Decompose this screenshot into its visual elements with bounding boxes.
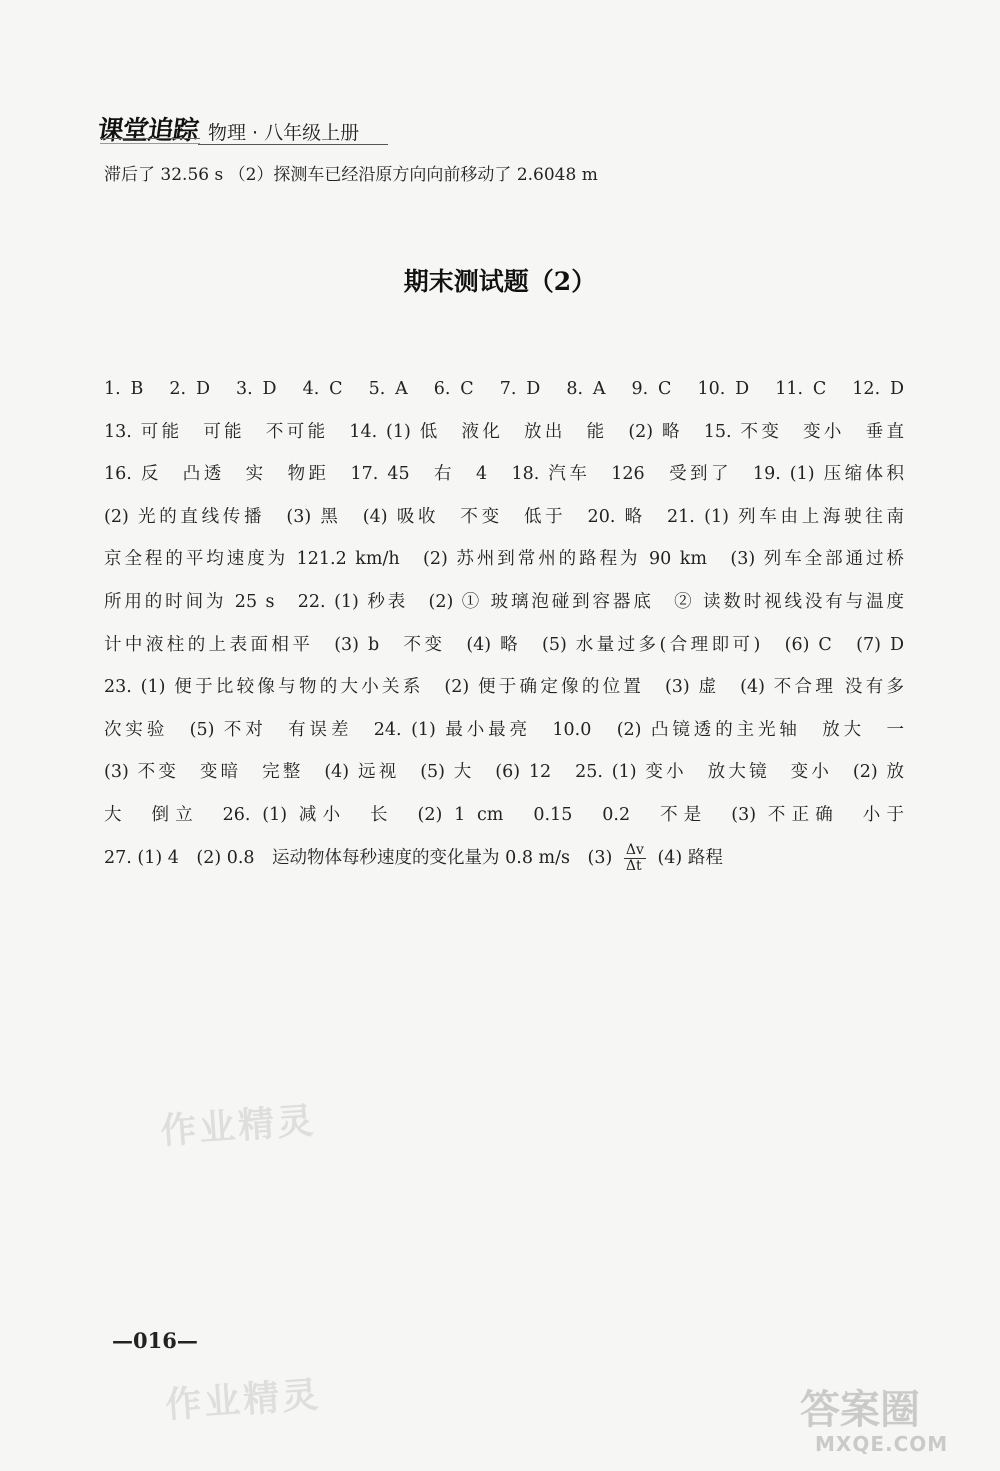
answer-line-4: (2) 光的直线传播 (3) 黑 (4) 吸收 不变 低于 20. 略 21. (1) 列车由上海驶往南 [104,506,904,527]
fraction-denominator: Δt [625,857,642,874]
answer-line-9: 次实验 (5) 不对 有误差 24. (1) 最小最亮 10.0 (2) 凸镜透的主光轴 放大 一 [104,719,904,740]
answer-block [104,368,904,879]
watermark-top: 作业精灵 [158,1100,318,1153]
page-header [95,110,388,146]
answer-line-10: (3) 不变 变暗 完整 (4) 远视 (5) 大 (6) 12 25. (1) 变小 放大镜 变小 (2) 放 [104,762,904,783]
footer-brand-logo: 答案圈 [800,1387,920,1433]
answer-line-5: 京全程的平均速度为 121.2 km/h (2) 苏州到常州的路程为 90 km (3) 列车全部通过桥 [104,549,904,570]
logo-underline [100,138,200,144]
answer-line-1: 1. B 2. D 3. D 4. C 5. A 6. C 7. D 8. A 9. C 10. D 11. C 12. D [104,379,904,399]
subject-label: 物理 · 八年级上册 [208,122,360,144]
answer-line-11: 大 倒立 26. (1) 减小 长 (2) 1 cm 0.15 0.2 不是 (3) 不正确 小于 [104,804,904,825]
answer-line-7: 计中液柱的上表面相平 (3) b 不变 (4) 略 (5) 水量过多(合理即可) (6) C (7) D [104,634,904,655]
fraction-delta-v-over-delta-t [624,843,646,874]
answer-line-6: 所用的时间为 25 s 22. (1) 秒表 (2) ① 玻璃泡碰到容器底 ② 读数时视线没有与温度 [104,591,904,612]
footer-url: MXQE.COM [815,1432,949,1456]
section-title: 期末测试题（2） [403,267,597,296]
fraction-numerator: Δv [625,841,644,858]
header-rule [198,144,388,145]
book-logo: 课堂追踪 [95,116,200,146]
answer-line-12 [104,837,904,880]
watermark-bottom: 作业精灵 [163,1374,323,1427]
page-number: —016— [112,1328,198,1353]
answer-line-8: 23. (1) 便于比较像与物的大小关系 (2) 便于确定像的位置 (3) 虚 (4) 不合理 没有多 [104,677,904,698]
answer-line-3: 16. 反 凸透 实 物距 17. 45 右 4 18. 汽车 126 受到了 19. (1) 压缩体积 [104,464,904,485]
answer-27-start: 27. (1) 4 (2) 0.8 运动物体每秒速度的变化量为 0.8 m/s (3) [104,847,613,868]
carryover-line: 滞后了 32.56 s （2）探测车已经沿原方向向前移动了 2.6048 m [104,165,598,185]
answer-line-2: 13. 可能 可能 不可能 14. (1) 低 液化 放出 能 (2) 略 15. 不变 变小 垂直 [104,421,904,442]
answer-27-end: (4) 路程 [657,847,723,868]
